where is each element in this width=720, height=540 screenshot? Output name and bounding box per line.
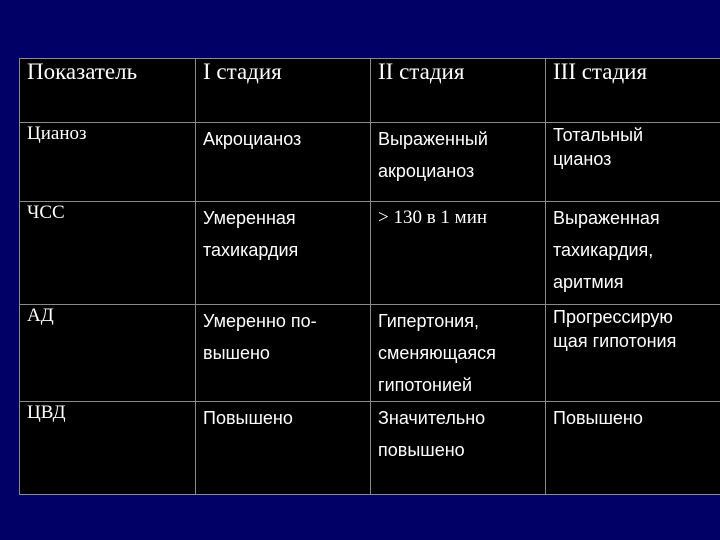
row-label-heart-rate: ЧСС xyxy=(20,202,196,305)
table-cell: Выраженная тахикардия, аритмия xyxy=(546,202,720,305)
table-row xyxy=(20,123,720,202)
row-label-cvp: ЦВД xyxy=(20,402,196,495)
header-stage-2: II стадия xyxy=(371,59,546,123)
table-cell: Повышено xyxy=(196,402,371,495)
row-label-blood-pressure: АД xyxy=(20,305,196,402)
staging-table xyxy=(19,58,720,495)
table-cell: Прогрессирую щая гипотония xyxy=(546,305,720,402)
row-label-cyanosis: Цианоз xyxy=(20,123,196,202)
table-cell: Умеренная тахикардия xyxy=(196,202,371,305)
table-cell: Умеренно по- вышено xyxy=(196,305,371,402)
table-cell: Акроцианоз xyxy=(196,123,371,202)
table-cell: Гипертония, сменяющаяся гипотонией xyxy=(371,305,546,402)
table-row xyxy=(20,202,720,305)
table-cell: Тотальный цианоз xyxy=(546,123,720,202)
table-row xyxy=(20,402,720,495)
table-cell: Значительно повышено xyxy=(371,402,546,495)
header-indicator: Показатель xyxy=(20,59,196,123)
table-cell: Выраженный акроцианоз xyxy=(371,123,546,202)
table-cell: > 130 в 1 мин xyxy=(371,202,546,305)
header-stage-1: I стадия xyxy=(196,59,371,123)
header-stage-3: III стадия xyxy=(546,59,720,123)
table-cell: Повышено xyxy=(546,402,720,495)
header-row xyxy=(20,59,720,123)
table-row xyxy=(20,305,720,402)
